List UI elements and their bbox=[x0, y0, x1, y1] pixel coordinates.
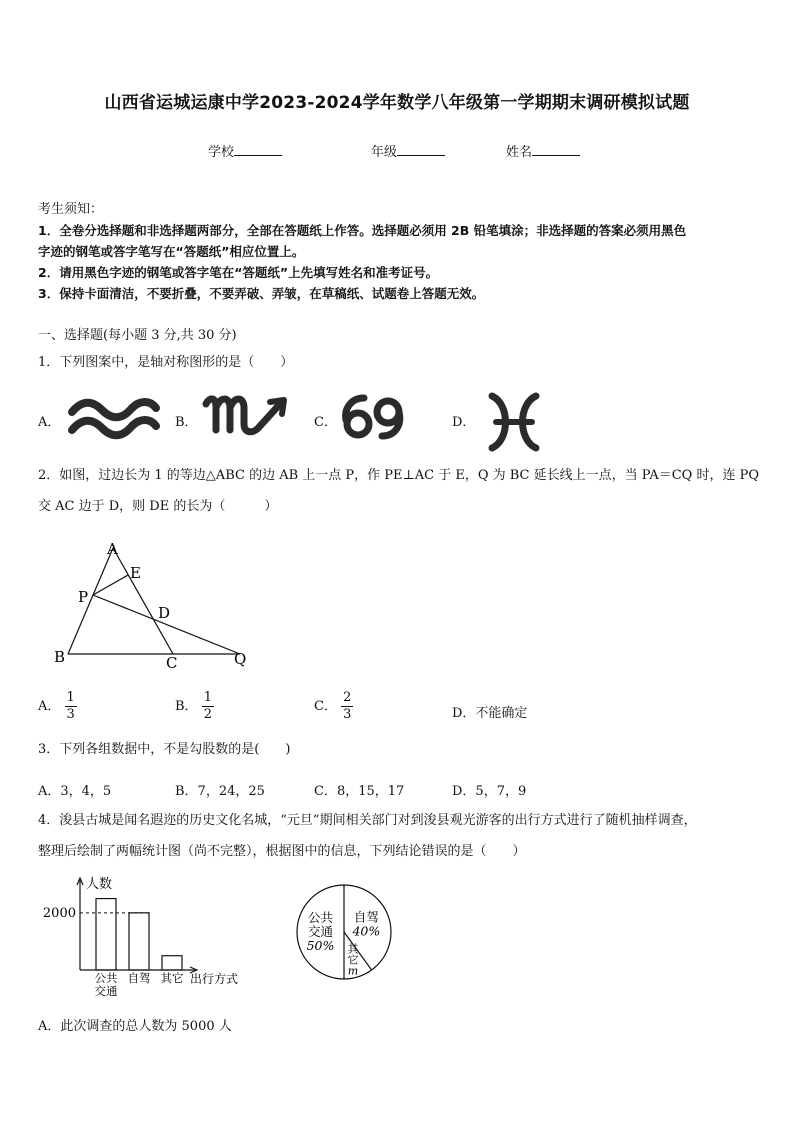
pisces-icon bbox=[484, 390, 544, 454]
question-4-stem-line-1: 4．浚县古城是闻名遐迩的历史文化名城，“元旦”期间相关部门对到浚县观光游客的出行方式进行了随机抽样调查， bbox=[38, 813, 697, 828]
q2-option-c bbox=[314, 690, 353, 723]
pie-label-2-2: m bbox=[347, 964, 359, 978]
q2-c-numerator: 2 bbox=[343, 690, 352, 705]
q1-option-b-label: B． bbox=[175, 415, 198, 430]
x-tick-label-2: 自驾 bbox=[127, 971, 151, 985]
question-2-stem-line-1: 2．如图，过边长为 1 的等边△ABC 的边 AB 上一点 P，作 PE⊥AC 于 E，Q 为 BC 延长线上一点，当 PA＝CQ 时，连 PQ bbox=[38, 468, 759, 483]
school-label: 学校 bbox=[208, 145, 235, 160]
name-label: 姓名 bbox=[506, 145, 533, 160]
side-ab bbox=[68, 548, 113, 654]
q2-b-denominator: 2 bbox=[203, 707, 212, 722]
label-c: C bbox=[166, 654, 178, 672]
x-tick-label-3: 其它 bbox=[160, 971, 184, 985]
x-tick-label-1-1: 公共 bbox=[94, 971, 118, 985]
fraction-one-half bbox=[202, 690, 214, 723]
y-tick-label-2000: 2000 bbox=[42, 905, 76, 921]
notice-item-2: 2．请用黑色字迹的钢笔或答字笔在“答题纸”上先填写姓名和准考证号。 bbox=[38, 265, 439, 280]
label-d: D bbox=[158, 604, 171, 622]
q1-option-a-label: A． bbox=[38, 415, 61, 430]
pie-label-2-1: 它 bbox=[347, 953, 359, 967]
q2-option-b-label: B． bbox=[175, 699, 198, 714]
pie-label-1-0: 自驾 bbox=[353, 909, 379, 925]
segment-pe bbox=[93, 575, 128, 595]
name-blank bbox=[532, 143, 580, 156]
scorpio-icon bbox=[200, 390, 296, 442]
question-4-stem-line-2: 整理后绘制了两幅统计图（尚不完整），根据图中的信息，下列结论错误的是（ ） bbox=[38, 844, 526, 859]
q2-option-a bbox=[38, 690, 77, 723]
pie-label-0-1: 交通 bbox=[307, 924, 334, 939]
q4-option-a: A．此次调查的总人数为 5000 人 bbox=[38, 1019, 232, 1034]
pie-label-0-0: 公共 bbox=[307, 910, 334, 925]
x-axis-label: 出行方式 bbox=[190, 972, 239, 986]
question-3-stem: 3．下列各组数据中，不是勾股数的是( ) bbox=[38, 742, 291, 757]
q3-option-a: A．3，4，5 bbox=[38, 784, 112, 799]
q2-c-denominator: 3 bbox=[343, 707, 352, 722]
x-tick-label-1-2: 交通 bbox=[94, 984, 118, 998]
q1-option-d-label: D． bbox=[452, 415, 476, 430]
bar-1 bbox=[96, 899, 116, 970]
label-p: P bbox=[78, 588, 89, 606]
grade-label: 年级 bbox=[371, 145, 398, 160]
bar-2 bbox=[129, 913, 149, 970]
q2-a-denominator: 3 bbox=[66, 707, 75, 722]
q2-option-a-label: A． bbox=[38, 699, 61, 714]
q2-option-c-label: C． bbox=[314, 699, 337, 714]
school-blank bbox=[234, 143, 282, 156]
q3-option-d: D．5，7，9 bbox=[452, 784, 527, 799]
side-ac bbox=[113, 548, 173, 654]
q1-option-c-label: C． bbox=[314, 415, 337, 430]
q2-option-d: D．不能确定 bbox=[452, 706, 528, 721]
y-axis-label: 人数 bbox=[86, 877, 113, 892]
triangle-figure bbox=[46, 536, 266, 672]
question-2-stem-line-2: 交 AC 边于 D，则 DE 的长为（ ） bbox=[38, 499, 278, 514]
notice-item-3: 3．保持卡面清洁，不要折叠，不要弄破、弄皱，在草稿纸、试题卷上答题无效。 bbox=[38, 286, 485, 301]
notice-item-1-line-1: 1．全卷分选择题和非选择题两部分，全部在答题纸上作答。选择题必须用 2B 铅笔填涂；非选择题的答案必须用黑色 bbox=[38, 223, 687, 238]
pie-label-0-2: 50% bbox=[306, 938, 335, 953]
notice-item-1-line-2: 字迹的钢笔或答字笔写在“答题纸”相应位置上。 bbox=[38, 244, 305, 259]
label-q: Q bbox=[234, 650, 247, 668]
q2-option-b bbox=[175, 690, 214, 723]
grade-field bbox=[371, 141, 445, 160]
grade-blank bbox=[397, 143, 445, 156]
aquarius-icon bbox=[66, 394, 162, 444]
label-e: E bbox=[130, 564, 141, 582]
page-title: 山西省运城运康中学2023-2024学年数学八年级第一学期期末调研模拟试题 bbox=[104, 93, 690, 113]
bar-chart bbox=[40, 872, 260, 1002]
cancer-icon bbox=[338, 390, 410, 446]
q3-option-c: C．8，15，17 bbox=[314, 784, 405, 799]
fraction-one-third bbox=[65, 690, 77, 723]
name-field bbox=[506, 141, 580, 160]
question-1-stem: 1．下列图案中，是轴对称图形的是（ ） bbox=[38, 355, 294, 370]
q3-option-b: B．7，24，25 bbox=[175, 784, 265, 799]
pie-label-2-0: 其 bbox=[347, 942, 359, 956]
label-b: B bbox=[54, 648, 66, 666]
q2-b-numerator: 1 bbox=[203, 690, 212, 705]
school-field bbox=[208, 141, 282, 160]
bar-3 bbox=[162, 956, 182, 970]
label-a: A bbox=[107, 540, 118, 558]
fraction-two-thirds bbox=[341, 690, 353, 723]
notice-heading: 考生须知： bbox=[38, 202, 104, 217]
pie-label-1-1: 40% bbox=[352, 923, 381, 939]
section-heading: 一、选择题(每小题 3 分,共 30 分) bbox=[38, 328, 237, 343]
pie-chart bbox=[284, 872, 404, 992]
q2-a-numerator: 1 bbox=[66, 690, 75, 705]
